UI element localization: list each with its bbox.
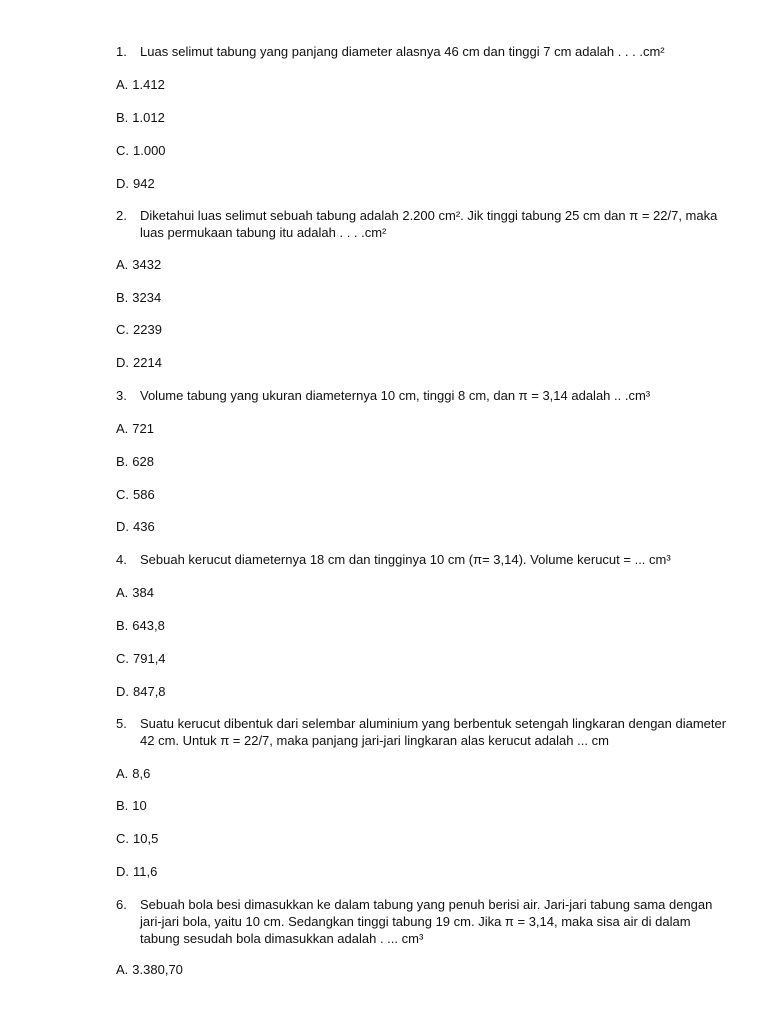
option-letter: D. <box>116 355 129 370</box>
question-6 <box>116 896 728 947</box>
option-letter: C. <box>116 143 129 158</box>
option-letter: B. <box>116 110 129 125</box>
option-letter: D. <box>116 519 129 534</box>
option-value: 436 <box>133 519 155 534</box>
option-1c <box>116 142 166 159</box>
option-value: 3.380,70 <box>132 962 183 977</box>
option-letter: A. <box>116 766 129 781</box>
option-4d <box>116 683 166 700</box>
option-letter: D. <box>116 684 129 699</box>
option-value: 11,6 <box>133 864 158 879</box>
option-2b <box>116 289 161 306</box>
option-4a <box>116 584 154 601</box>
option-3a <box>116 420 154 437</box>
option-value: 384 <box>132 585 154 600</box>
option-value: 10 <box>132 798 147 813</box>
question-3 <box>116 387 728 404</box>
option-3d <box>116 518 155 535</box>
question-text: Sebuah kerucut diameternya 18 cm dan tingginya 10 cm (π= 3,14). Volume kerucut = ... cm³ <box>140 552 671 567</box>
question-number: 4. <box>116 552 127 567</box>
option-letter: A. <box>116 257 129 272</box>
option-2c <box>116 321 162 338</box>
option-letter: B. <box>116 290 129 305</box>
option-value: 847,8 <box>133 684 166 699</box>
option-value: 721 <box>132 421 154 436</box>
option-1a <box>116 76 165 93</box>
question-text: Volume tabung yang ukuran diameternya 10 cm, tinggi 8 cm, dan π = 3,14 adalah .. .cm³ <box>140 388 651 403</box>
option-letter: A. <box>116 77 129 92</box>
option-value: 1.412 <box>132 77 165 92</box>
option-letter: A. <box>116 962 129 977</box>
option-letter: C. <box>116 487 129 502</box>
option-letter: A. <box>116 421 129 436</box>
question-text: Diketahui luas selimut sebuah tabung adalah 2.200 cm². Jik tinggi tabung 25 cm dan π = 22/7, maka luas permukaan tabung itu adalah . . . .cm² <box>140 208 718 240</box>
question-2 <box>116 207 728 241</box>
option-value: 1.000 <box>133 143 166 158</box>
option-5a <box>116 765 150 782</box>
question-number: 6. <box>116 897 127 912</box>
option-letter: B. <box>116 798 129 813</box>
option-value: 3432 <box>132 257 162 272</box>
option-2a <box>116 256 161 273</box>
question-number: 5. <box>116 716 127 731</box>
option-5c <box>116 830 158 847</box>
option-value: 643,8 <box>132 618 165 633</box>
option-letter: B. <box>116 454 129 469</box>
option-letter: C. <box>116 651 129 666</box>
option-4b <box>116 617 165 634</box>
option-value: 10,5 <box>133 831 159 846</box>
option-value: 8,6 <box>132 766 151 781</box>
question-text: Suatu kerucut dibentuk dari selembar aluminium yang berbentuk setengah lingkaran dengan diameter 42 cm. Untuk π = 22/7, maka panjang jari-jari lingkaran alas kerucut adalah ... cm <box>140 716 727 748</box>
question-4 <box>116 551 728 568</box>
option-4c <box>116 650 166 667</box>
question-text: Sebuah bola besi dimasukkan ke dalam tabung yang penuh berisi air. Jari-jari tabung sama dengan jari-jari bola, yaitu 10 cm. Sedangkan tinggi tabung 19 cm. Jika π = 3,14, maka sisa air di dalam tabung sesudah bola dimasukkan adalah . ... cm³ <box>140 897 713 946</box>
option-2d <box>116 354 162 371</box>
option-6a <box>116 961 183 978</box>
option-value: 942 <box>133 176 155 191</box>
option-value: 586 <box>133 487 155 502</box>
option-letter: D. <box>116 864 129 879</box>
option-5b <box>116 797 147 814</box>
option-value: 1.012 <box>132 110 165 125</box>
option-1d <box>116 175 155 192</box>
option-value: 2239 <box>133 322 162 337</box>
option-letter: D. <box>116 176 129 191</box>
question-text: Luas selimut tabung yang panjang diameter alasnya 46 cm dan tinggi 7 cm adalah . . . .cm² <box>140 44 665 59</box>
option-1b <box>116 109 165 126</box>
option-value: 3234 <box>132 290 162 305</box>
question-number: 1. <box>116 44 127 59</box>
question-1 <box>116 43 728 60</box>
question-number: 2. <box>116 208 127 223</box>
option-value: 628 <box>132 454 154 469</box>
option-3b <box>116 453 154 470</box>
option-letter: C. <box>116 831 129 846</box>
option-value: 2214 <box>133 355 162 370</box>
option-value: 791,4 <box>133 651 166 666</box>
option-letter: B. <box>116 618 129 633</box>
option-letter: A. <box>116 585 129 600</box>
question-number: 3. <box>116 388 127 403</box>
option-5d <box>116 863 157 880</box>
option-3c <box>116 486 155 503</box>
question-5 <box>116 715 728 749</box>
option-letter: C. <box>116 322 129 337</box>
